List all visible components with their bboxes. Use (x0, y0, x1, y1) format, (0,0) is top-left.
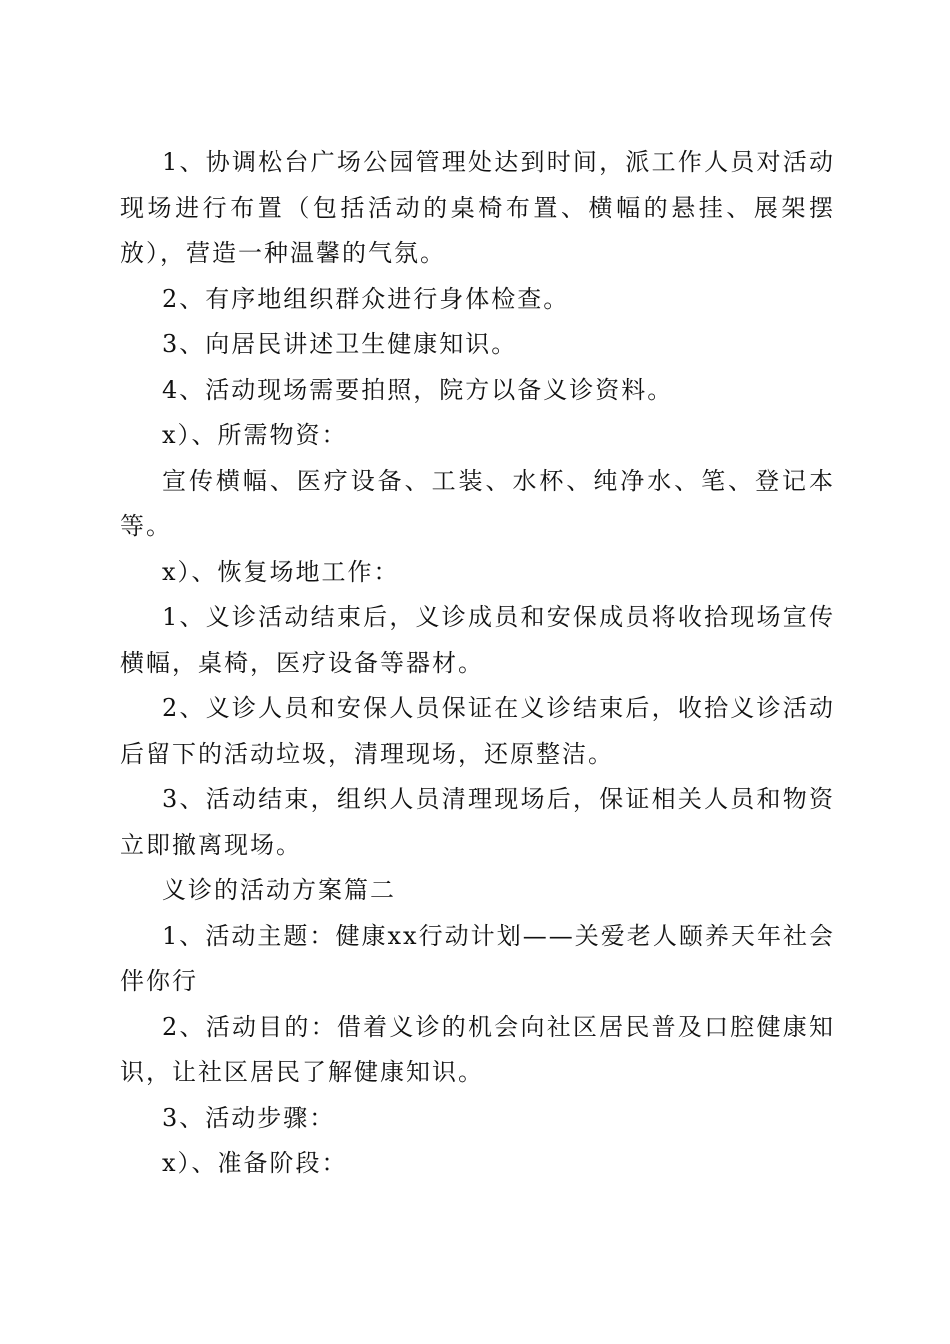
paragraph: 2、活动目的：借着义诊的机会向社区居民普及口腔健康知识，让社区居民了解健康知识。 (120, 1012, 835, 1086)
paragraph: 1、协调松台广场公园管理处达到时间，派工作人员对活动现场进行布置（包括活动的桌椅布置、横幅的悬挂、展架摆放），营造一种温馨的气氛。 (120, 148, 835, 267)
document-body (120, 140, 835, 1187)
paragraph: 3、活动结束，组织人员清理现场后，保证相关人员和物资立即撤离现场。 (120, 785, 835, 859)
paragraph: 4、活动现场需要拍照，院方以备义诊资料。 (162, 375, 674, 404)
paragraph: 3、向居民讲述卫生健康知识。 (162, 330, 518, 358)
chapter-title: 义诊的活动方案篇二 (162, 876, 396, 904)
paragraph: 2、义诊人员和安保人员保证在义诊结束后，收拾义诊活动后留下的活动垃圾，清理现场，还原整洁。 (120, 694, 835, 768)
paragraph: 1、义诊活动结束后，义诊成员和安保成员将收拾现场宣传横幅，桌椅，医疗设备等器材。 (120, 603, 835, 677)
paragraph: 宣传横幅、医疗设备、工装、水杯、纯净水、笔、登记本等。 (120, 466, 835, 540)
paragraph: 1、活动主题：健康xx行动计划——关爱老人颐养天年社会伴你行 (120, 921, 835, 995)
paragraph: 2、有序地组织群众进行身体检查。 (162, 284, 570, 313)
section-heading: x）、准备阶段： (162, 1149, 348, 1177)
section-heading: x）、所需物资： (162, 421, 348, 449)
section-heading: x）、恢复场地工作： (162, 557, 400, 586)
paragraph: 3、活动步骤： (162, 1103, 336, 1132)
